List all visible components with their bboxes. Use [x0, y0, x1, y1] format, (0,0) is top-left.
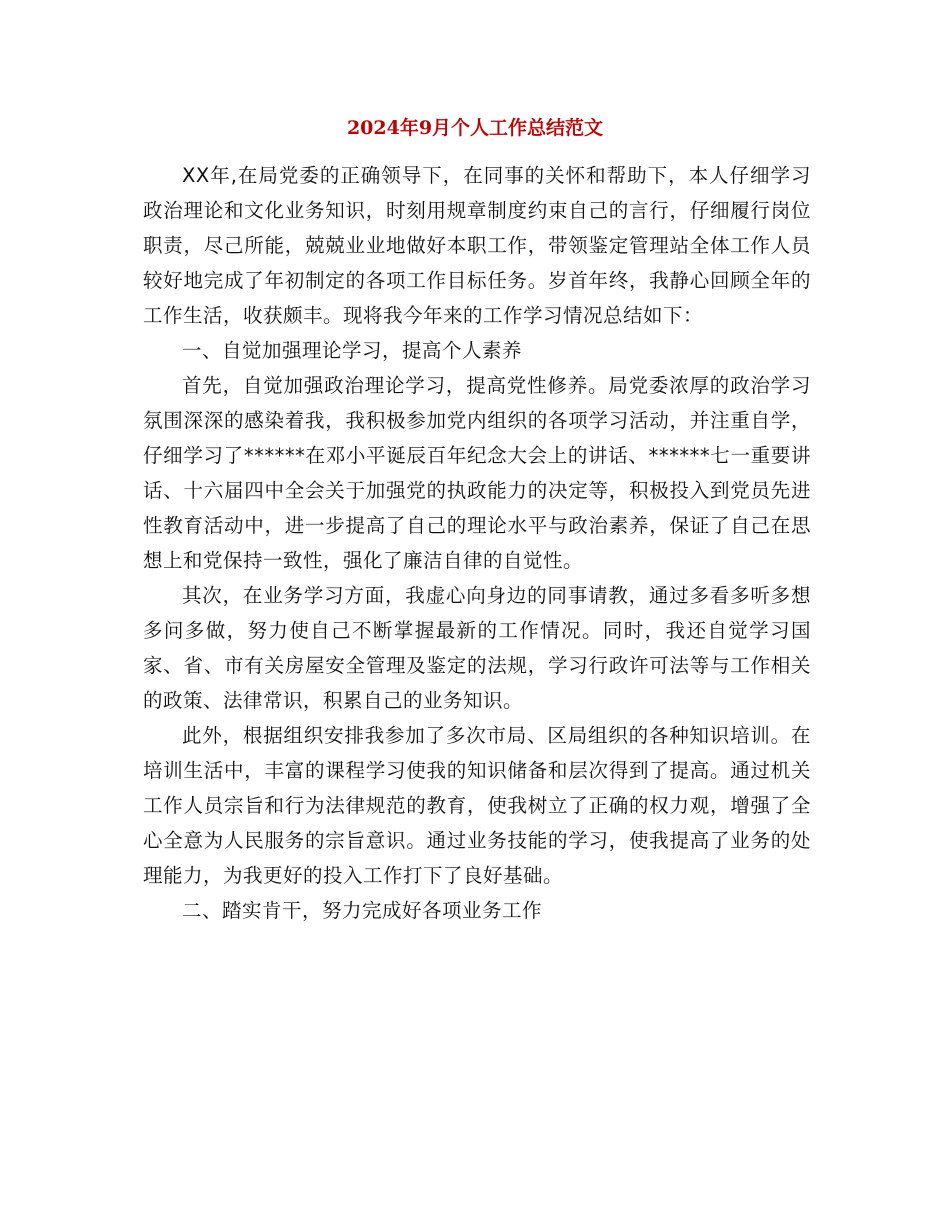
paragraph-business-study: 其次，在业务学习方面，我虚心向身边的同事请教，通过多看多听多想多问多做，努力使自己不断掌握最新的工作情况。同时，我还自觉学习国家、省、市有关房屋安全管理及鉴定的法规，学习行政许可法等与工作相关的政策、法律常识，积累自己的业务知识。 — [143, 584, 811, 712]
paragraph-political-study: 首先，自觉加强政治理论学习，提高党性修养。局党委浓厚的政治学习氛围深深的感染着我，我积极参加党内组织的各项学习活动，并注重自学，仔细学习了******在邓小平诞辰百年纪念大会上的讲话、******七一重要讲话、十六届四中全会关于加强党的执政能力的决定等，积极投入到党员先进性教育活动中，进一步提高了自己的理论水平与政治素养，保证了自己在思想上和党保持一致性，强化了廉洁自律的自觉性。 — [143, 374, 811, 572]
section-heading-2: 二、踏实肯干，努力完成好各项业务工作 — [182, 899, 543, 922]
paragraph-intro: XX年,在局党委的正确领导下，在同事的关怀和帮助下，本人仔细学习政治理论和文化业务知识，时刻用规章制度约束自己的言行，仔细履行岗位职责，尽己所能，兢兢业业地做好本职工作，带领鉴定管理站全体工作人员较好地完成了年初制定的各项工作目标任务。岁首年终，我静心回顾全年的工作生活，收获颇丰。现将我今年来的工作学习情况总结如下： — [143, 164, 811, 327]
section-heading-1: 一、自觉加强理论学习，提高个人素养 — [182, 339, 523, 362]
paragraph-training: 此外，根据组织安排我参加了多次市局、区局组织的各种知识培训。在培训生活中，丰富的课程学习使我的知识储备和层次得到了提高。通过机关工作人员宗旨和行为法律规范的教育，使我树立了正确的权力观，增强了全心全意为人民服务的宗旨意识。通过业务技能的学习，使我提高了业务的处理能力，为我更好的投入工作打下了良好基础。 — [143, 724, 811, 887]
document-body — [143, 158, 811, 928]
document-title: 2024年9月个人工作总结范文 — [346, 117, 604, 139]
